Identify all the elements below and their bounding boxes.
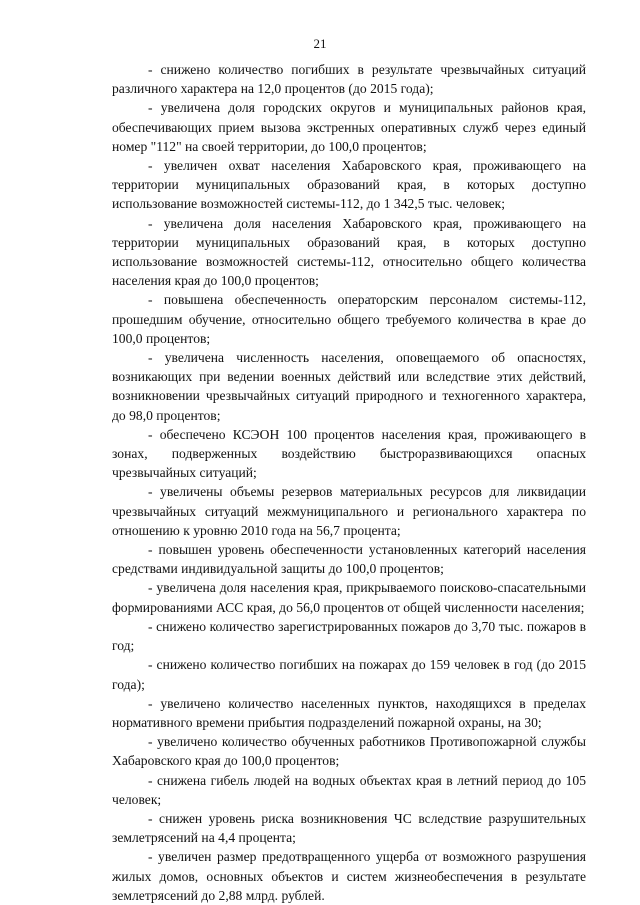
paragraph: - увеличен размер предотвращенного ущерба от возможного разрушения жилых домов, основных объектов и систем жизнеобеспечения в результате землетрясений до 2,88 млрд. рублей. [112,849,586,903]
paragraph: - увеличено количество обученных работников Противопожарной службы Хабаровского края до 100,0 процентов; [112,734,586,769]
paragraph: - увеличен охват населения Хабаровского края, проживающего на территории муниципальных образований края, в которых доступно использование возможностей системы-112, до 1 342,5 тыс. человек; [112,158,586,212]
paragraph: - увеличена численность населения, оповещаемого об опасностях, возникающих при ведении военных действий или вследствие этих действий, возникновении чрезвычайных ситуаций природного и техногенного характера, до 98,0 процентов; [112,350,586,423]
paragraph: - повышена обеспеченность операторским персоналом системы-112, прошедшим обучение, относительно общего требуемого количества в крае до 100,0 процентов; [112,292,586,346]
paragraph: - снижен уровень риска возникновения ЧС вследствие разрушительных землетрясений на 4,4 процента; [112,810,586,846]
paragraph: - увеличена доля населения Хабаровского края, проживающего на территории муниципальных образований края, в которых доступно использование возможностей системы-112, относительно общего количества населения края до 100,0 процентов; [112,215,586,289]
paragraph: - обеспечено КСЭОН 100 процентов населения края, проживающего в зонах, подверженных воздействию быстроразвивающихся опасных чрезвычайных ситуаций; [112,426,586,481]
paragraph: - снижено количество погибших в результате чрезвычайных ситуаций различного характера на 12,0 процентов (до 2015 года); [112,62,586,97]
paragraph: - увеличено количество населенных пунктов, находящихся в пределах нормативного времени прибытия подразделений пожарной охраны, на 30; [112,695,586,730]
paragraph: - увеличена доля населения края, прикрываемого поисково-спасательными формированиями АСС края, до 56,0 процентов от общей численности населения; [112,580,586,615]
paragraph: - повышен уровень обеспеченности установленных категорий населения средствами индивидуальной защиты до 100,0 процентов; [112,542,586,577]
paragraph: - снижено количество зарегистрированных пожаров до 3,70 тыс. пожаров в год; [112,618,586,654]
page-number: 21 [313,36,327,51]
paragraph: - снижена гибель людей на водных объектах края в летний период до 105 человек; [112,772,586,807]
document-body [112,60,586,905]
paragraph: - снижено количество погибших на пожарах до 159 человек в год (до 2015 года); [112,657,586,692]
paragraph: - увеличена доля городских округов и муниципальных районов края, обеспечивающих прием вызова экстренных оперативных служб через единый номер "112" на своей территории, до 100,0 процентов; [112,100,586,154]
paragraph: - увеличены объемы резервов материальных ресурсов для ликвидации чрезвычайных ситуаций межмуниципального и регионального характера по отношению к уровню 2010 года на 56,7 процента; [112,484,586,538]
